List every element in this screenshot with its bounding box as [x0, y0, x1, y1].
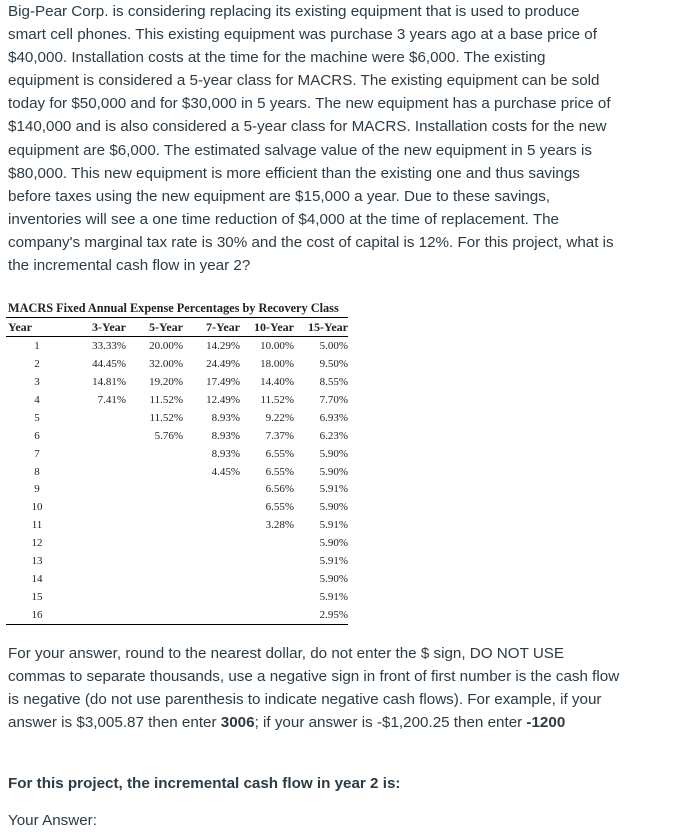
table-row	[6, 552, 348, 570]
cell-15-year: 5.90%	[319, 537, 348, 550]
macrs-table-body	[6, 337, 348, 625]
cell-5-year: 11.52%	[149, 393, 183, 406]
cell-3-year	[68, 534, 126, 552]
cell-3-year	[68, 445, 126, 463]
cell-10-year: 18.00%	[260, 357, 294, 370]
cell-3-year	[68, 498, 126, 516]
macrs-table	[6, 317, 348, 625]
your-answer-label: Your Answer:	[8, 812, 97, 829]
instructions-example-positive: 3006	[220, 714, 255, 732]
header-year: Year	[6, 318, 68, 337]
table-row	[6, 373, 348, 391]
header-3-year: 3-Year	[68, 318, 126, 337]
table-row	[6, 516, 348, 534]
macrs-table-title: MACRS Fixed Annual Expense Percentages by Recovery Class	[8, 301, 339, 315]
cell-3-year: 33.33%	[92, 339, 126, 352]
table-row	[6, 481, 348, 499]
table-row	[6, 409, 348, 427]
cell-5-year	[126, 516, 183, 534]
cell-5-year: 11.52%	[149, 411, 183, 424]
cell-15-year: 6.93%	[319, 411, 348, 424]
cell-5-year: 5.76%	[154, 429, 183, 442]
cell-15-year: 5.00%	[319, 339, 348, 352]
cell-15-year: 5.91%	[319, 483, 348, 496]
cell-3-year	[68, 516, 126, 534]
cell-3-year: 7.41%	[97, 393, 126, 406]
cell-year: 8	[34, 465, 40, 478]
cell-10-year: 10.00%	[260, 339, 294, 352]
cell-3-year	[68, 606, 126, 624]
cell-3-year: 44.45%	[92, 357, 126, 370]
cell-year: 11	[31, 519, 43, 532]
cell-7-year: 4.45%	[211, 465, 240, 478]
cell-7-year: 14.29%	[206, 339, 240, 352]
cell-7-year: 8.93%	[211, 429, 240, 442]
cell-10-year: 3.28%	[265, 519, 294, 532]
cell-15-year: 5.91%	[319, 519, 348, 532]
table-row	[6, 391, 348, 409]
header-7-year: 7-Year	[183, 318, 240, 337]
cell-10-year	[240, 606, 294, 624]
cell-year: 15	[31, 591, 43, 604]
cell-5-year	[126, 570, 183, 588]
macrs-table-container	[6, 299, 348, 625]
cell-year: 12	[31, 537, 43, 550]
cell-7-year	[183, 498, 240, 516]
cell-15-year: 8.55%	[319, 375, 348, 388]
cell-15-year: 5.90%	[319, 447, 348, 460]
cell-year: 2	[34, 357, 40, 370]
header-5-year: 5-Year	[126, 318, 183, 337]
cell-7-year: 8.93%	[211, 411, 240, 424]
instructions-part2: ; if your answer is -$1,200.25 then enter	[254, 714, 527, 732]
cell-7-year	[183, 570, 240, 588]
cell-10-year: 6.55%	[265, 447, 294, 460]
table-row	[6, 570, 348, 588]
cell-3-year	[68, 588, 126, 606]
cell-5-year	[126, 445, 183, 463]
cell-7-year	[183, 588, 240, 606]
header-10-year: 10-Year	[240, 318, 294, 337]
cell-3-year: 14.81%	[92, 375, 126, 388]
cell-7-year	[183, 606, 240, 624]
cell-10-year: 6.55%	[265, 465, 294, 478]
cell-5-year	[126, 498, 183, 516]
cell-7-year	[183, 516, 240, 534]
cell-7-year: 8.93%	[211, 447, 240, 460]
cell-10-year	[240, 570, 294, 588]
cell-7-year: 24.49%	[206, 357, 240, 370]
cell-3-year	[68, 481, 126, 499]
header-15-year: 15-Year	[294, 318, 348, 337]
cell-5-year	[126, 534, 183, 552]
cell-year: 6	[34, 429, 40, 442]
cell-10-year: 6.55%	[265, 501, 294, 514]
instructions-part1: For your answer, round to the nearest dollar, do not enter the $ sign, DO NOT USE commas to separate thousands, use a negative sign in front of first number is the cash flow is negative (do not use parenthesis to indicate negative cash flows). For example, if your answer is $3,005.87 then enter	[8, 645, 620, 732]
cell-5-year: 19.20%	[149, 375, 183, 388]
cell-10-year: 6.56%	[265, 483, 294, 496]
cell-15-year: 5.90%	[319, 573, 348, 586]
cell-10-year	[240, 588, 294, 606]
cell-3-year	[68, 463, 126, 481]
cell-15-year: 5.90%	[319, 501, 348, 514]
cell-5-year	[126, 481, 183, 499]
cell-15-year: 6.23%	[319, 429, 348, 442]
cell-year: 1	[34, 339, 40, 352]
cell-5-year: 20.00%	[149, 339, 183, 352]
cell-10-year: 14.40%	[260, 375, 294, 388]
table-row	[6, 463, 348, 481]
cell-15-year: 9.50%	[319, 357, 348, 370]
cell-3-year	[68, 552, 126, 570]
cell-7-year: 12.49%	[206, 393, 240, 406]
cell-15-year: 5.90%	[319, 465, 348, 478]
cell-7-year	[183, 552, 240, 570]
cell-year: 4	[34, 393, 40, 406]
table-row	[6, 498, 348, 516]
cell-5-year	[126, 463, 183, 481]
cell-year: 16	[6, 606, 68, 624]
cell-7-year	[183, 534, 240, 552]
answer-instructions	[8, 642, 620, 734]
cell-year: 7	[34, 447, 40, 460]
cell-year: 9	[34, 483, 40, 496]
cell-year: 10	[31, 501, 43, 514]
cell-15-year: 5.91%	[319, 591, 348, 604]
cell-3-year	[68, 409, 126, 427]
table-row	[6, 588, 348, 606]
cell-3-year	[68, 427, 126, 445]
table-row	[6, 445, 348, 463]
cell-15-year: 2.95%	[294, 606, 348, 624]
cell-10-year: 9.22%	[265, 411, 294, 424]
cell-3-year	[68, 570, 126, 588]
cell-7-year: 17.49%	[206, 375, 240, 388]
cell-5-year	[126, 606, 183, 624]
table-row	[6, 606, 348, 624]
cell-10-year: 7.37%	[265, 429, 294, 442]
cell-10-year	[240, 534, 294, 552]
cell-year: 5	[34, 411, 40, 424]
table-row	[6, 355, 348, 373]
cell-7-year	[183, 481, 240, 499]
cell-10-year: 11.52%	[260, 393, 294, 406]
cell-year: 14	[31, 573, 43, 586]
table-row	[6, 427, 348, 445]
cell-15-year: 7.70%	[319, 393, 348, 406]
table-row	[6, 337, 348, 355]
macrs-header-row	[6, 318, 348, 337]
cell-10-year	[240, 552, 294, 570]
question-prompt: For this project, the incremental cash flow in year 2 is:	[8, 775, 401, 792]
cell-5-year: 32.00%	[149, 357, 183, 370]
cell-5-year	[126, 588, 183, 606]
cell-5-year	[126, 552, 183, 570]
table-row	[6, 534, 348, 552]
question-text: Big-Pear Corp. is considering replacing its existing equipment that is used to produce smart cell phones. This existing equipment was purchase 3 years ago at a base price of $40,000. Installation costs at the time for the machine were $6,000. The existing equipment is considered a 5-year class for MACRS. The existing equipment can be sold today for $50,000 and for $30,000 in 5 years. The new equipment has a purchase price of $140,000 and is also considered a 5-year class for MACRS. Installation costs for the new equipment are $6,000. The estimated salvage value of the new equipment in 5 years is $80,000. This new equipment is more efficient than the existing one and thus savings before taxes using the new equipment are $15,000 a year. Due to these savings, inventories will see a one time reduction of $4,000 at the time of replacement. The company's marginal tax rate is 30% and the cost of capital is 12%. For this project, what is the incremental cash flow in year 2?	[8, 3, 614, 275]
instructions-example-negative: -1200	[526, 714, 566, 732]
cell-year: 13	[31, 555, 43, 568]
cell-15-year: 5.91%	[319, 555, 348, 568]
cell-year: 3	[34, 375, 40, 388]
